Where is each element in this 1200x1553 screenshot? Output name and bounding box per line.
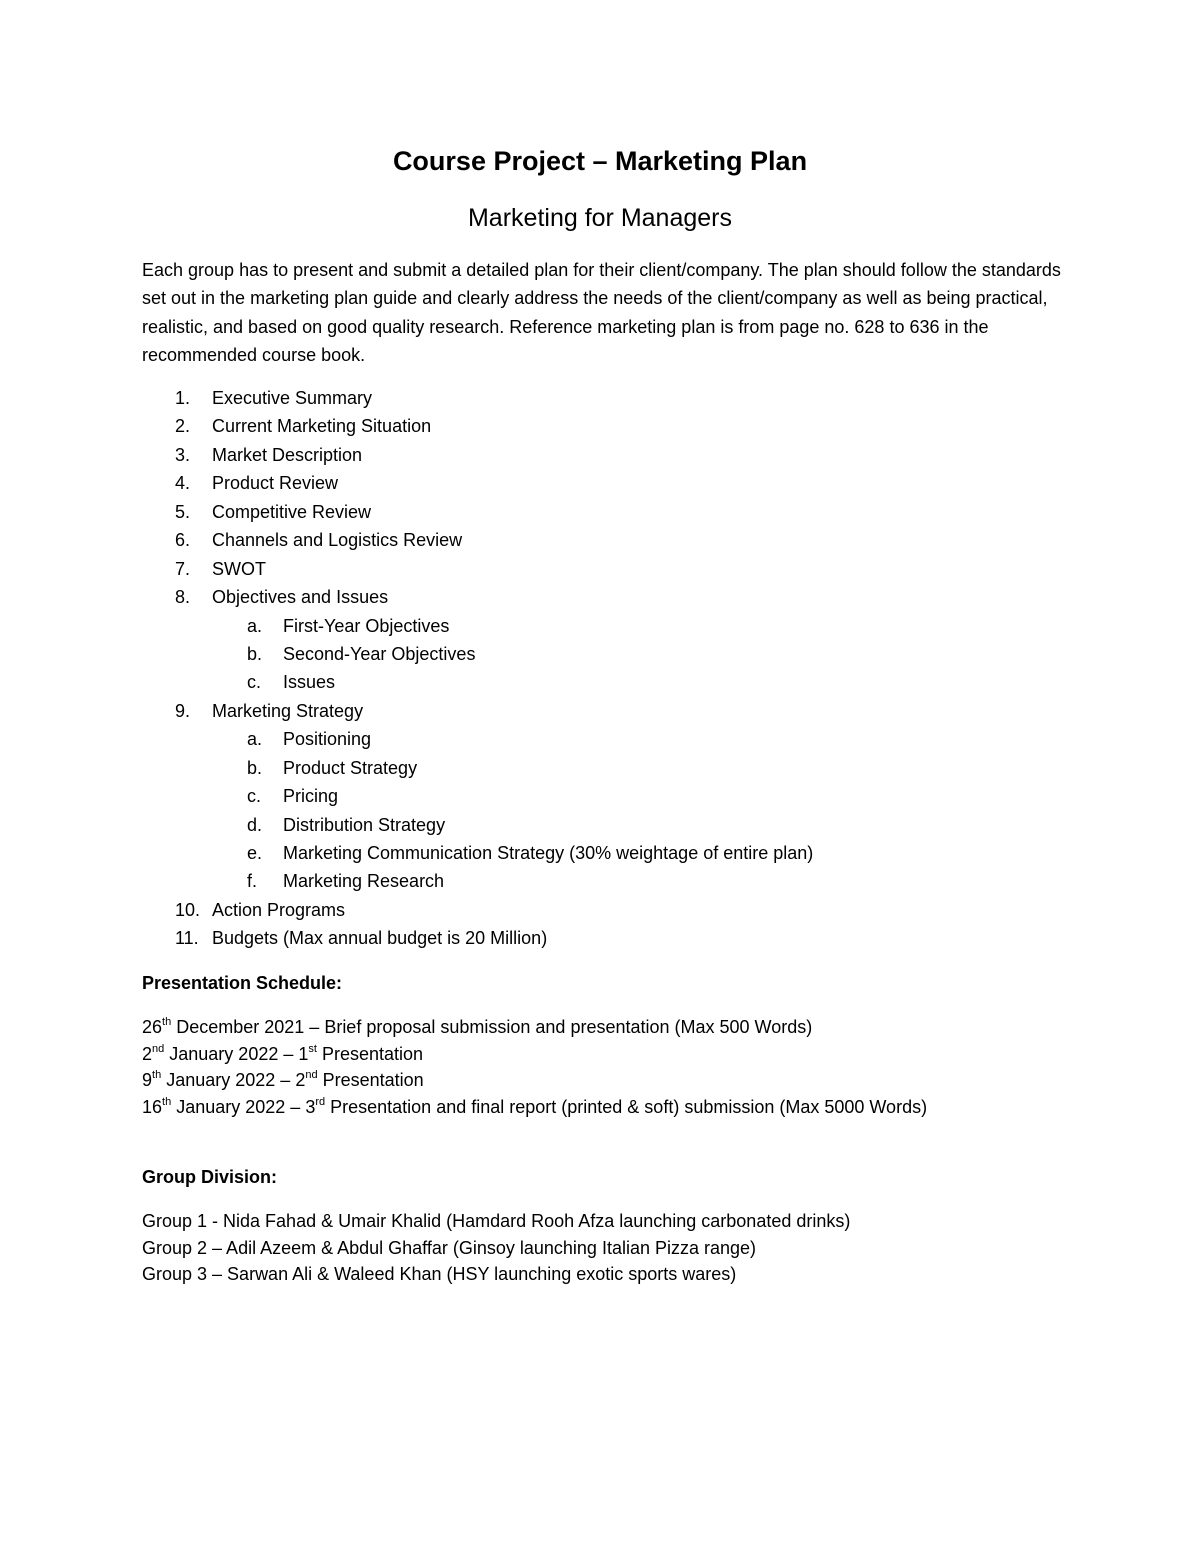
schedule-ordinal: 3 xyxy=(305,1096,316,1117)
schedule-ordinal: 1 xyxy=(298,1043,309,1064)
outline-item-text: Marketing Research xyxy=(283,871,445,892)
intro-paragraph: Each group has to present and submit a detailed plan for their client/company. The plan should follow the standards set out in the marketing plan guide and clearly address the needs of the client/company as well as being practical, realistic, and based on good quality research. Reference marketing plan is from page no. 628 to 636 in the recommended course book. xyxy=(142,260,1061,366)
schedule-ordinal-suffix: rd xyxy=(315,1095,326,1108)
outline-item-text: Issues xyxy=(283,672,336,693)
outline-subitem xyxy=(0,754,1200,782)
groups-heading: Group Division: xyxy=(142,1167,277,1187)
schedule-ordinal-suffix: nd xyxy=(305,1069,318,1081)
outline-item-number: a. xyxy=(247,729,263,750)
outline-item-text: Current Marketing Situation xyxy=(212,416,432,437)
outline-item-number: 6. xyxy=(175,530,191,551)
schedule-day-suffix: nd xyxy=(152,1042,165,1055)
outline-item-number: a. xyxy=(247,615,263,636)
schedule-date-rest: January 2022 – xyxy=(171,1096,306,1117)
outline-item-number: e. xyxy=(247,843,263,863)
outline-item-number: 3. xyxy=(175,444,191,465)
outline-item-text: Product Review xyxy=(212,473,339,494)
outline-item-number: 9. xyxy=(175,700,191,721)
outline-item-text: Marketing Communication Strategy (30% weightage of entire plan) xyxy=(283,843,814,863)
schedule-event: Brief proposal submission and presentation (Max 500 Words) xyxy=(324,1017,813,1037)
outline-item-number: b. xyxy=(247,643,263,664)
outline-item xyxy=(0,697,1200,725)
schedule-event: Presentation and final report (printed & soft) submission (Max 5000 Words) xyxy=(325,1096,928,1117)
outline-item-text: Second-Year Objectives xyxy=(283,643,476,664)
document-subtitle: Marketing for Managers xyxy=(467,204,732,232)
outline-item xyxy=(0,412,1200,440)
schedule-day-suffix: th xyxy=(162,1095,172,1108)
outline-item-text: First-Year Objectives xyxy=(283,615,450,636)
outline-item-number: 8. xyxy=(175,587,191,608)
groups-list xyxy=(142,1208,850,1288)
outline-item-number: 10. xyxy=(175,899,201,920)
outline-item-text: Market Description xyxy=(212,444,363,465)
outline-item-text: Action Programs xyxy=(212,899,346,920)
schedule-date-rest: January 2022 – xyxy=(164,1043,299,1064)
outline-subitem xyxy=(0,811,1200,839)
outline-subitem xyxy=(0,839,1200,867)
outline-item xyxy=(0,555,1200,583)
schedule-day-suffix: th xyxy=(162,1016,172,1028)
outline-item-text: Product Strategy xyxy=(283,757,418,778)
outline-item-number: 5. xyxy=(175,501,191,522)
group-entry: Group 3 – Sarwan Ali & Waleed Khan (HSY launching exotic sports wares) xyxy=(142,1264,737,1284)
group-entry: Group 2 – Adil Azeem & Abdul Ghaffar (Ginsoy launching Italian Pizza range) xyxy=(142,1237,757,1258)
schedule-entry xyxy=(142,1094,927,1121)
schedule-date-rest: December 2021 – xyxy=(171,1017,325,1037)
outline-item-text: Budgets (Max annual budget is 20 Million) xyxy=(212,928,548,949)
schedule-event: Presentation xyxy=(317,1070,424,1090)
outline-item-number: b. xyxy=(247,757,263,778)
outline-item xyxy=(0,498,1200,526)
schedule-day: 9 xyxy=(142,1070,153,1090)
schedule-list xyxy=(142,1014,927,1120)
outline-item xyxy=(0,583,1200,611)
schedule-event: Presentation xyxy=(316,1043,424,1064)
schedule-entry xyxy=(142,1014,927,1041)
outline-item-number: f. xyxy=(247,871,258,892)
schedule-day-suffix: th xyxy=(152,1069,162,1081)
outline-item-text: Positioning xyxy=(283,729,372,750)
outline-item-number: d. xyxy=(247,814,263,835)
outline-item-number: 4. xyxy=(175,473,191,494)
outline-item-text: Objectives and Issues xyxy=(212,587,389,608)
outline-subitem xyxy=(0,782,1200,810)
outline-item-number: c. xyxy=(247,672,262,693)
outline-subitem xyxy=(0,725,1200,753)
outline-item xyxy=(0,384,1200,412)
outline-item-number: 7. xyxy=(175,558,191,579)
outline-item-text: SWOT xyxy=(212,558,266,579)
outline-item-text: Pricing xyxy=(283,786,339,807)
plan-outline-list xyxy=(0,384,1200,953)
outline-item-number: 1. xyxy=(175,388,191,408)
outline-item xyxy=(0,526,1200,554)
outline-subitem xyxy=(0,668,1200,696)
schedule-ordinal-suffix: st xyxy=(308,1042,317,1055)
outline-subitem xyxy=(0,612,1200,640)
schedule-ordinal: 2 xyxy=(295,1070,306,1090)
outline-item-number: 2. xyxy=(175,416,191,437)
outline-subitem xyxy=(0,867,1200,895)
schedule-entry xyxy=(142,1041,927,1068)
schedule-heading: Presentation Schedule: xyxy=(142,973,343,993)
document-title: Course Project – Marketing Plan xyxy=(392,146,808,176)
schedule-day: 16 xyxy=(142,1096,163,1117)
outline-item-text: Distribution Strategy xyxy=(283,814,446,835)
outline-item-text: Competitive Review xyxy=(212,501,372,522)
outline-item xyxy=(0,469,1200,497)
outline-item-text: Marketing Strategy xyxy=(212,700,364,721)
outline-item xyxy=(0,924,1200,952)
outline-item xyxy=(0,441,1200,469)
outline-item xyxy=(0,896,1200,924)
outline-item-text: Executive Summary xyxy=(212,388,373,408)
schedule-day: 2 xyxy=(142,1043,153,1064)
outline-item-number: c. xyxy=(247,786,262,807)
outline-item-text: Channels and Logistics Review xyxy=(212,530,463,551)
outline-subitem xyxy=(0,640,1200,668)
schedule-date-rest: January 2022 – xyxy=(161,1070,296,1090)
outline-item-number: 11. xyxy=(175,928,199,949)
schedule-day: 26 xyxy=(142,1017,163,1037)
group-entry: Group 1 - Nida Fahad & Umair Khalid (Hamdard Rooh Afza launching carbonated drinks) xyxy=(142,1211,851,1231)
schedule-entry xyxy=(142,1067,927,1094)
